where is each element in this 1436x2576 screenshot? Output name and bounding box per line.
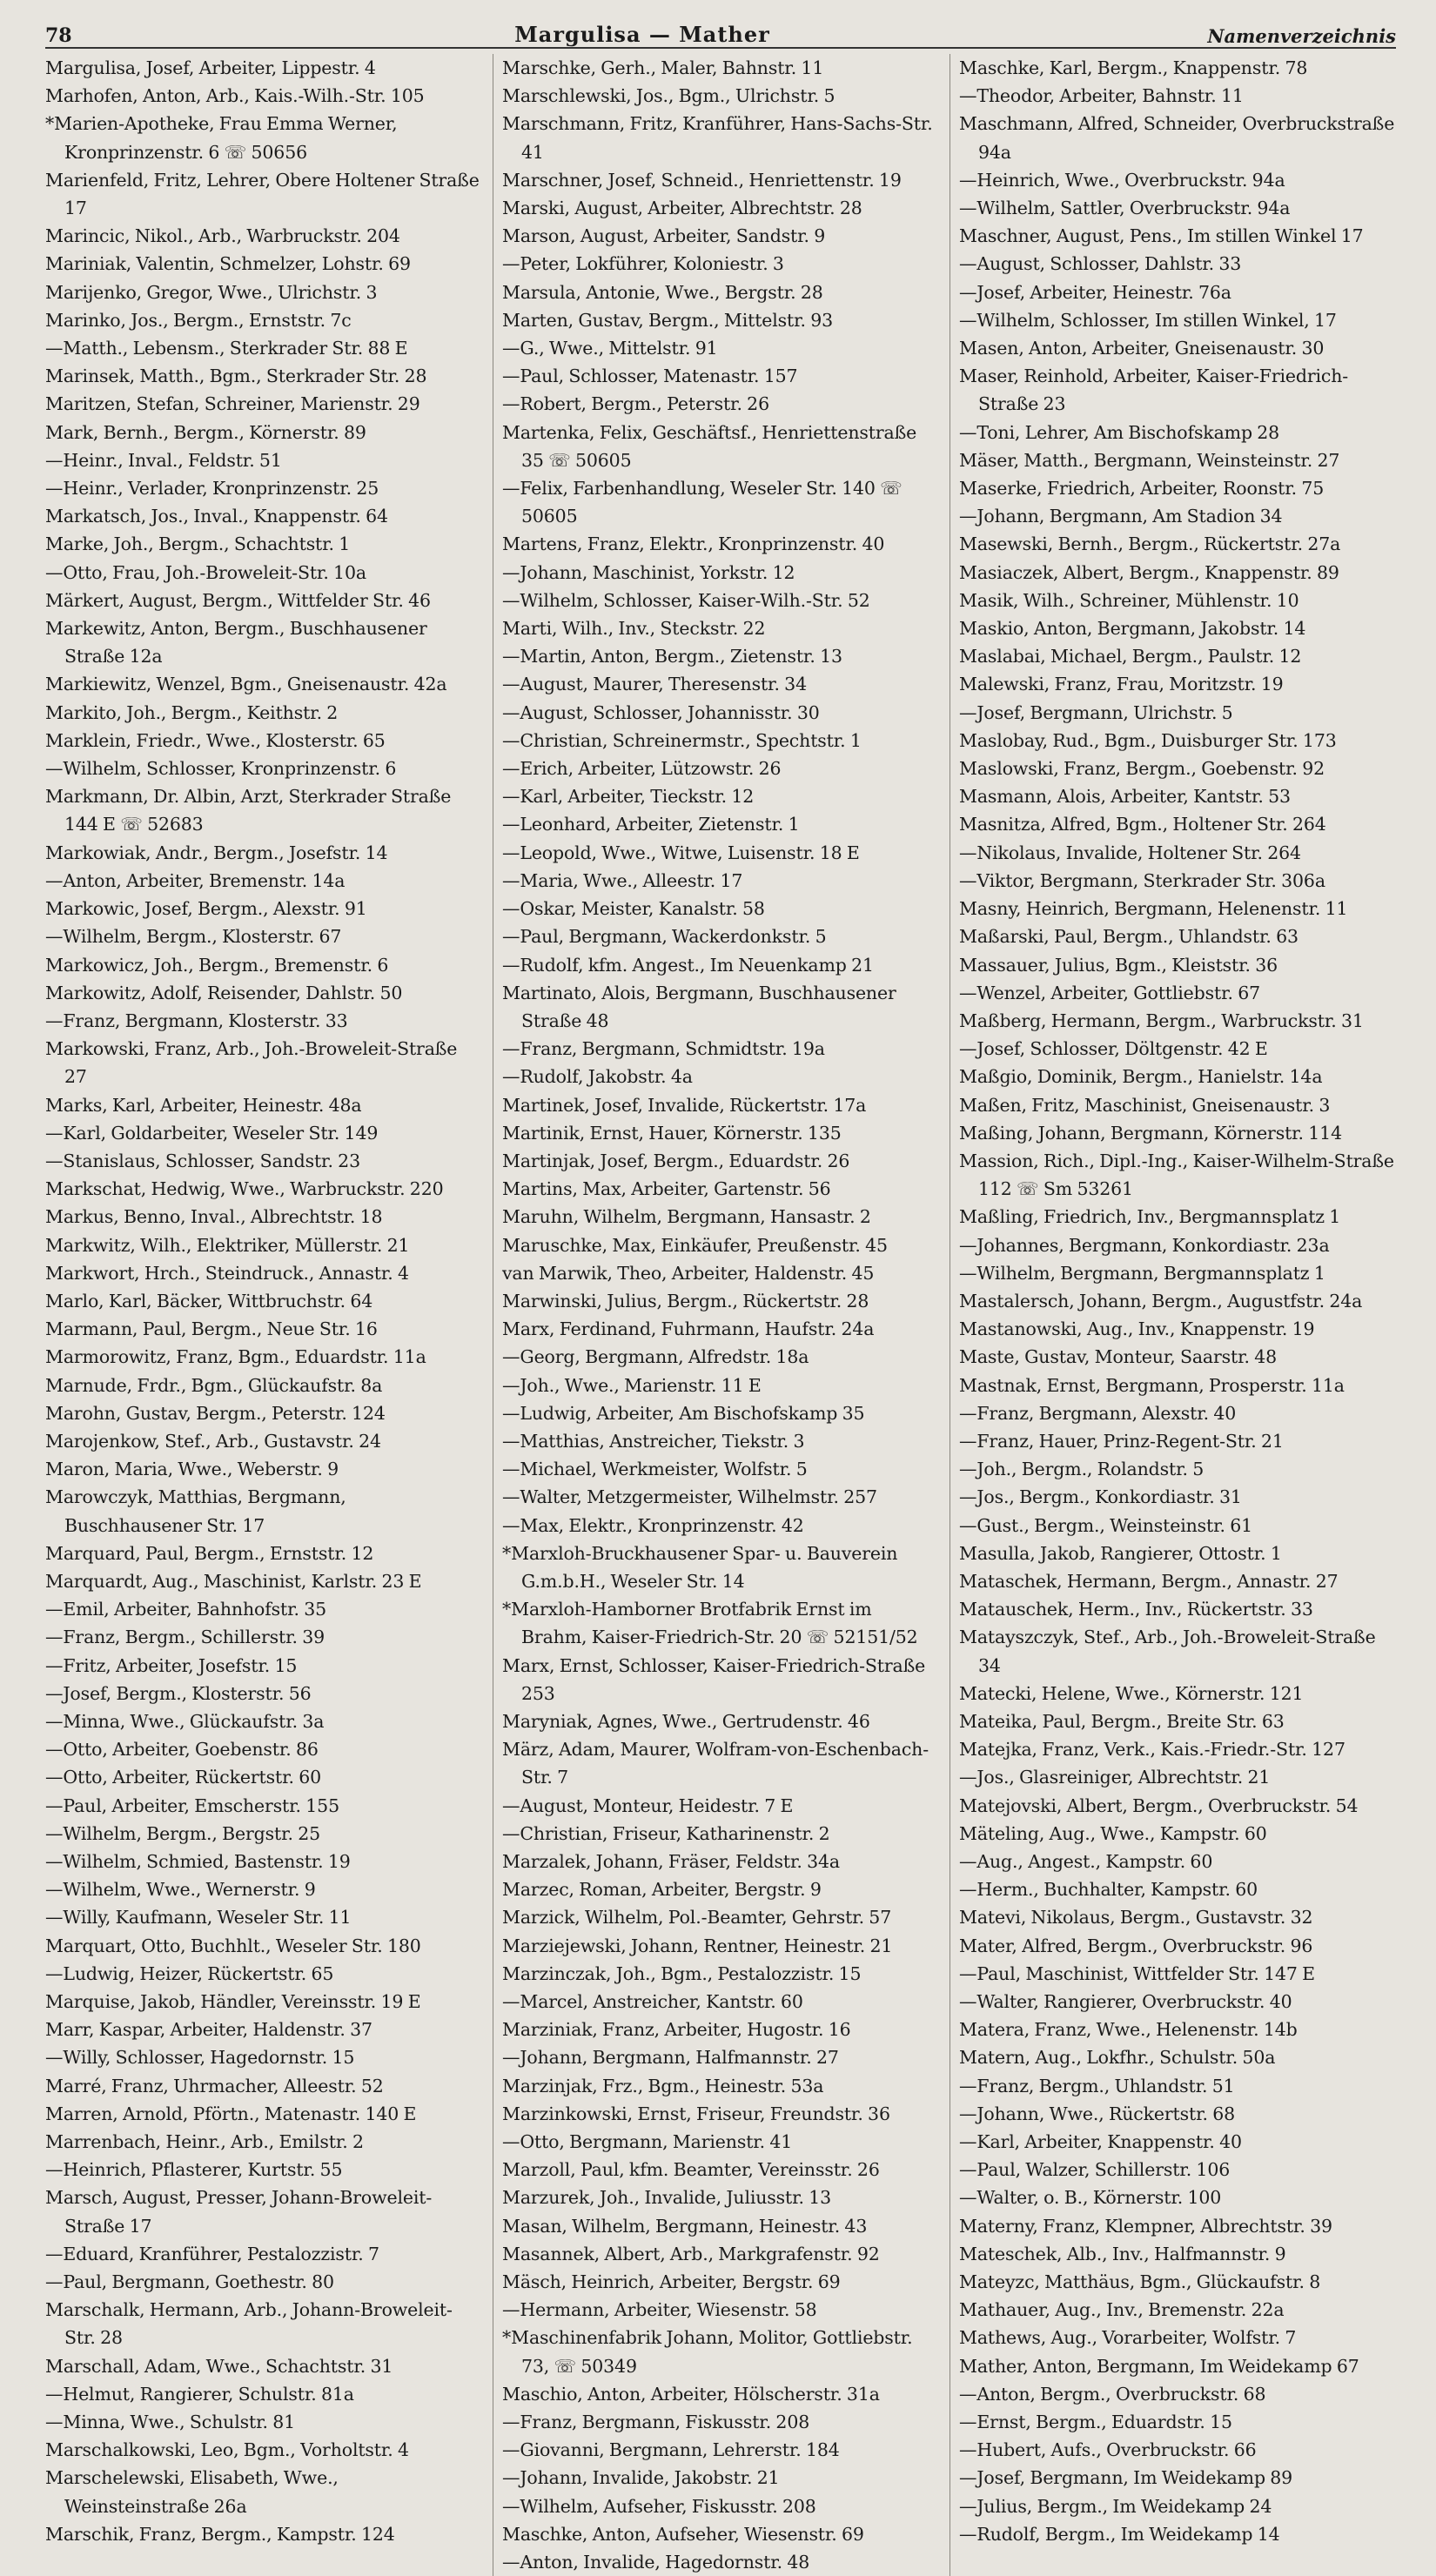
directory-entry: Markiewitz, Wenzel, Bgm., Gneisenaustr. 42a [45, 674, 447, 695]
directory-entry: —Herm., Buchhalter, Kampstr. 60 [959, 1879, 1258, 1901]
directory-entry: Maslabai, Michael, Bergm., Paulstr. 12 [959, 646, 1302, 667]
directory-entry: Mastalersch, Johann, Bergm., Augustfstr. 24a [959, 1290, 1363, 1311]
directory-entry: —Helmut, Rangierer, Schulstr. 81a [45, 2383, 354, 2405]
directory-entry: Marschall, Adam, Wwe., Schachtstr. 31 [45, 2355, 393, 2377]
directory-entry: Marohn, Gustav, Bergm., Peterstr. 124 [45, 1402, 386, 1424]
directory-entry: —Christian, Schreinermstr., Spechtstr. 1 [502, 729, 862, 751]
directory-entry: Matera, Franz, Wwe., Helenenstr. 14b [959, 2019, 1298, 2041]
directory-entry: Maschke, Anton, Aufseher, Wiesenstr. 69 [502, 2523, 864, 2545]
directory-entry: Mastnak, Ernst, Bergmann, Prosperstr. 11a [959, 1374, 1345, 1396]
directory-entry: —Wilhelm, Sattler, Overbruckstr. 94a [959, 198, 1291, 219]
directory-entry: März, Adam, Maurer, Wolfram-von-Eschenbach-Str. 7 [502, 1739, 929, 1788]
directory-entry: Maßberg, Hermann, Bergm., Warbruckstr. 31 [959, 1010, 1364, 1031]
directory-entry: Marten, Gustav, Bergm., Mittelstr. 93 [502, 309, 834, 331]
directory-entry: Markewitz, Anton, Bergm., Buschhausener Straße 12a [45, 618, 427, 667]
directory-entry: —Heinr., Verlader, Kronprinzenstr. 25 [45, 478, 379, 500]
directory-entry: Massion, Rich., Dipl.-Ing., Kaiser-Wilhelm-Straße 112 ☏ Sm 53261 [959, 1150, 1394, 1200]
directory-entry: Märkert, August, Bergm., Wittfelder Str. 46 [45, 589, 431, 611]
directory-entry: Marré, Franz, Uhrmacher, Alleestr. 52 [45, 2075, 384, 2096]
directory-entry: —Walter, Rangierer, Overbruckstr. 40 [959, 1991, 1292, 2013]
directory-entry: Margulisa, Josef, Arbeiter, Lippestr. 4 [45, 57, 376, 78]
directory-entry: Marquise, Jakob, Händler, Vereinsstr. 19 E [45, 1991, 421, 2013]
directory-entry: —August, Monteur, Heidestr. 7 E [502, 1794, 794, 1816]
directory-entry: Masulla, Jakob, Rangierer, Ottostr. 1 [959, 1542, 1282, 1564]
directory-entry: —Ernst, Bergm., Eduardstr. 15 [959, 2412, 1232, 2433]
directory-entry: Maste, Gustav, Monteur, Saarstr. 48 [959, 1346, 1278, 1368]
directory-entry: Marzinczak, Joh., Bgm., Pestalozzistr. 15 [502, 1962, 862, 1984]
directory-entry: —Stanislaus, Schlosser, Sandstr. 23 [45, 1150, 360, 1171]
directory-entry: —Max, Elektr., Kronprinzenstr. 42 [502, 1514, 804, 1536]
directory-entry: *Maschinenfabrik Johann, Molitor, Gottliebstr. 73, ☏ 50349 [502, 2327, 913, 2377]
directory-entry: —Johann, Bergmann, Halfmannstr. 27 [502, 2047, 839, 2069]
directory-entry: Mariniak, Valentin, Schmelzer, Lohstr. 69 [45, 253, 411, 275]
directory-entry: Marschner, Josef, Schneid., Henriettenstr. 19 [502, 169, 902, 191]
directory-entry: —Franz, Bergmann, Fiskusstr. 208 [502, 2412, 810, 2433]
directory-entry: Martinek, Josef, Invalide, Rückertstr. 17a [502, 1094, 867, 1116]
directory-entry: —Ludwig, Heizer, Rückertstr. 65 [45, 1962, 334, 1984]
directory-entry: Markwort, Hrch., Steindruck., Annastr. 4 [45, 1262, 409, 1284]
directory-entry: —Anton, Arbeiter, Bremenstr. 14a [45, 869, 346, 891]
directory-entry: Markowic, Josef, Bergm., Alexstr. 91 [45, 898, 367, 920]
directory-entry: —Peter, Lokführer, Koloniestr. 3 [502, 253, 784, 275]
directory-entry: Mark, Bernh., Bergm., Körnerstr. 89 [45, 421, 366, 443]
directory-entry: —Johann, Maschinist, Yorkstr. 12 [502, 561, 795, 583]
directory-entry: —Karl, Arbeiter, Tieckstr. 12 [502, 786, 755, 808]
directory-entry: Masny, Heinrich, Bergmann, Helenenstr. 11 [959, 898, 1348, 920]
directory-entry: Marlo, Karl, Bäcker, Wittbruchstr. 64 [45, 1290, 373, 1311]
directory-entry: Mäteling, Aug., Wwe., Kampstr. 60 [959, 1822, 1267, 1844]
directory-entry: Marti, Wilh., Inv., Steckstr. 22 [502, 618, 766, 640]
directory-entry: —Franz, Bergmann, Schmidtstr. 19a [502, 1038, 825, 1060]
directory-entry: —August, Schlosser, Dahlstr. 33 [959, 253, 1242, 275]
directory-entry: Maßarski, Paul, Bergm., Uhlandstr. 63 [959, 926, 1298, 948]
directory-entry: Maschke, Karl, Bergm., Knappenstr. 78 [959, 57, 1308, 78]
directory-entry: *Marxloh-Hamborner Brotfabrik Ernst im Brahm, Kaiser-Friedrich-Str. 20 ☏ 52151/52 [502, 1599, 918, 1648]
directory-entry: —Robert, Bergm., Peterstr. 26 [502, 393, 769, 415]
directory-entry: —Paul, Schlosser, Matenastr. 157 [502, 366, 798, 387]
directory-entry: —Nikolaus, Invalide, Holtener Str. 264 [959, 842, 1301, 863]
directory-entry: Marienfeld, Fritz, Lehrer, Obere Holtener Straße 17 [45, 169, 480, 219]
directory-entry: Markschat, Hedwig, Wwe., Warbruckstr. 220 [45, 1178, 444, 1200]
directory-entry: Marsch, August, Presser, Johann-Broweleit-Straße 17 [45, 2187, 433, 2237]
directory-entry: —Paul, Bergmann, Goethestr. 80 [45, 2271, 334, 2293]
directory-entry: —G., Wwe., Mittelstr. 91 [502, 338, 718, 359]
directory-entry: Matayszczyk, Stef., Arb., Joh.-Broweleit-Straße 34 [959, 1627, 1376, 1676]
directory-entry: Marojenkow, Stef., Arb., Gustavstr. 24 [45, 1430, 381, 1452]
directory-entry: Marziejewski, Johann, Rentner, Heinestr. 21 [502, 1935, 893, 1956]
directory-entry: —Maria, Wwe., Alleestr. 17 [502, 869, 743, 891]
directory-entry: Massauer, Julius, Bgm., Kleiststr. 36 [959, 954, 1278, 976]
directory-entry: Matauschek, Herm., Inv., Rückertstr. 33 [959, 1599, 1313, 1620]
directory-entry: Marschke, Gerh., Maler, Bahnstr. 11 [502, 57, 824, 78]
directory-entry: —Theodor, Arbeiter, Bahnstr. 11 [959, 85, 1244, 107]
directory-entry: —Willy, Schlosser, Hagedornstr. 15 [45, 2047, 355, 2069]
directory-entry: —Anton, Bergm., Overbruckstr. 68 [959, 2383, 1266, 2405]
directory-entry: Marinsek, Matth., Bgm., Sterkrader Str. 28 [45, 366, 427, 387]
directory-entry: —Christian, Friseur, Katharinenstr. 2 [502, 1822, 830, 1844]
directory-entry: Marx, Ernst, Schlosser, Kaiser-Friedrich-Straße 253 [502, 1654, 926, 1704]
directory-entry: —Wenzel, Arbeiter, Gottliebstr. 67 [959, 982, 1261, 1003]
directory-entry: —Wilhelm, Aufseher, Fiskusstr. 208 [502, 2495, 816, 2517]
directory-entry: Marquart, Otto, Buchhlt., Weseler Str. 180 [45, 1935, 421, 1956]
directory-entry: —Aug., Angest., Kampstr. 60 [959, 1851, 1213, 1872]
directory-entry: Mathews, Aug., Vorarbeiter, Wolfstr. 7 [959, 2327, 1297, 2349]
directory-entry: —Martin, Anton, Bergm., Zietenstr. 13 [502, 646, 842, 667]
directory-entry: Marmorowitz, Franz, Bgm., Eduardstr. 11a [45, 1346, 426, 1368]
directory-entry: Marschalk, Hermann, Arb., Johann-Broweleit-Str. 28 [45, 2299, 453, 2349]
section-title: Namenverzeichnis [1207, 25, 1396, 47]
directory-entry: Marzurek, Joh., Invalide, Juliusstr. 13 [502, 2187, 832, 2209]
directory-entry: Maßling, Friedrich, Inv., Bergmannsplatz 1 [959, 1206, 1341, 1228]
directory-entry: Maruhn, Wilhelm, Bergmann, Hansastr. 2 [502, 1206, 871, 1228]
directory-entry: Marschlewski, Jos., Bgm., Ulrichstr. 5 [502, 85, 835, 107]
directory-entry: —Franz, Bergm., Uhlandstr. 51 [959, 2075, 1235, 2096]
directory-entry: Maron, Maria, Wwe., Weberstr. 9 [45, 1459, 339, 1480]
directory-entry: Markus, Benno, Inval., Albrechtstr. 18 [45, 1206, 383, 1228]
directory-entry: —Jos., Glasreiniger, Albrechtstr. 21 [959, 1767, 1271, 1788]
directory-entry: —Minna, Wwe., Schulstr. 81 [45, 2412, 296, 2433]
name-range-title: Margulisa — Mather [514, 22, 770, 47]
directory-entry: —Wilhelm, Schlosser, Kaiser-Wilh.-Str. 52 [502, 589, 870, 611]
directory-entry: —Joh., Wwe., Marienstr. 11 E [502, 1374, 762, 1396]
directory-entry: Maruschke, Max, Einkäufer, Preußenstr. 45 [502, 1234, 888, 1256]
directory-entry: Maßgio, Dominik, Bergm., Hanielstr. 14a [959, 1066, 1323, 1088]
directory-entry: Marhofen, Anton, Arb., Kais.-Wilh.-Str. 105 [45, 85, 425, 107]
directory-entry: Marschik, Franz, Bergm., Kampstr. 124 [45, 2523, 395, 2545]
directory-entry: —Oskar, Meister, Kanalstr. 58 [502, 898, 765, 920]
directory-entry: Marzick, Wilhelm, Pol.-Beamter, Gehrstr. 57 [502, 1907, 892, 1929]
directory-entry: Matejka, Franz, Verk., Kais.-Friedr.-Str. 127 [959, 1739, 1345, 1761]
page-header [45, 16, 1396, 49]
directory-entry: —Josef, Schlosser, Döltgenstr. 42 E [959, 1038, 1268, 1060]
directory-entry: —Eduard, Kranführer, Pestalozzistr. 7 [45, 2243, 379, 2264]
directory-entry: Marr, Kaspar, Arbeiter, Haldenstr. 37 [45, 2019, 372, 2041]
column-right [950, 54, 1396, 2576]
directory-entry: Martinato, Alois, Bergmann, Buschhausener Straße 48 [502, 982, 896, 1031]
directory-entry: Matejovski, Albert, Bergm., Overbruckstr. 54 [959, 1794, 1359, 1816]
directory-entry: —Erich, Arbeiter, Lützowstr. 26 [502, 758, 782, 780]
directory-entry: —Paul, Walzer, Schillerstr. 106 [959, 2159, 1231, 2181]
directory-entry: Marschalkowski, Leo, Bgm., Vorholtstr. 4 [45, 2439, 409, 2461]
directory-entry: Marzinjak, Frz., Bgm., Heinestr. 53a [502, 2075, 824, 2096]
directory-entry: —Johann, Wwe., Rückertstr. 68 [959, 2103, 1236, 2124]
directory-entry: Maserke, Friedrich, Arbeiter, Roonstr. 75 [959, 478, 1325, 500]
column-middle [493, 54, 939, 2576]
directory-entry: Marke, Joh., Bergm., Schachtstr. 1 [45, 533, 351, 555]
directory-entry: —Karl, Arbeiter, Knappenstr. 40 [959, 2131, 1242, 2153]
directory-entry: —Felix, Farbenhandlung, Weseler Str. 140 ☏ 50605 [502, 478, 903, 527]
directory-entry: —Willy, Kaufmann, Weseler Str. 11 [45, 1907, 352, 1929]
directory-entry: —Wilhelm, Schmied, Bastenstr. 19 [45, 1851, 351, 1872]
directory-entry: *Marxloh-Bruckhausener Spar- u. Bauverein G.m.b.H., Weseler Str. 14 [502, 1542, 898, 1592]
directory-entry: —Paul, Bergmann, Wackerdonkstr. 5 [502, 926, 827, 948]
directory-entry: —Emil, Arbeiter, Bahnhofstr. 35 [45, 1599, 327, 1620]
directory-entry: Masik, Wilh., Schreiner, Mühlenstr. 10 [959, 589, 1299, 611]
directory-entry: —Otto, Frau, Joh.-Broweleit-Str. 10a [45, 561, 366, 583]
directory-entry: —Hubert, Aufs., Overbruckstr. 66 [959, 2439, 1257, 2461]
directory-entry: Materny, Franz, Klempner, Albrechtstr. 39 [959, 2215, 1332, 2237]
directory-entry: Maschmann, Alfred, Schneider, Overbruckstraße 94a [959, 113, 1395, 163]
directory-entry: —Johannes, Bergmann, Konkordiastr. 23a [959, 1234, 1330, 1256]
directory-entry: Matevi, Nikolaus, Bergm., Gustavstr. 32 [959, 1907, 1313, 1929]
directory-entry: —Franz, Bergm., Schillerstr. 39 [45, 1627, 325, 1648]
directory-entry: Matern, Aug., Lokfhr., Schulstr. 50a [959, 2047, 1276, 2069]
directory-entry: —Minna, Wwe., Glückaufstr. 3a [45, 1710, 325, 1732]
directory-entry: Mastanowski, Aug., Inv., Knappenstr. 19 [959, 1318, 1315, 1340]
directory-entry: Malewski, Franz, Frau, Moritzstr. 19 [959, 674, 1284, 695]
directory-entry: Markito, Joh., Bergm., Keithstr. 2 [45, 701, 339, 723]
column-left [45, 54, 482, 2576]
directory-entry: Marklein, Friedr., Wwe., Klosterstr. 65 [45, 729, 386, 751]
directory-entry: —Paul, Maschinist, Wittfelder Str. 147 E [959, 1962, 1315, 1984]
directory-entry: Marsula, Antonie, Wwe., Bergstr. 28 [502, 281, 823, 303]
directory-entry: Masewski, Bernh., Bergm., Rückertstr. 27a [959, 533, 1341, 555]
directory-entry: —Leonhard, Arbeiter, Zietenstr. 1 [502, 814, 800, 835]
directory-entry: Mäser, Matth., Bergmann, Weinsteinstr. 27 [959, 449, 1340, 471]
directory-entry: —Jos., Bergm., Konkordiastr. 31 [959, 1486, 1242, 1508]
directory-entry: —Julius, Bergm., Im Weidekamp 24 [959, 2495, 1272, 2517]
directory-entry: Maßen, Fritz, Maschinist, Gneisenaustr. 3 [959, 1094, 1331, 1116]
directory-entry: —Gust., Bergm., Weinsteinstr. 61 [959, 1514, 1253, 1536]
directory-entry: Marnude, Frdr., Bgm., Glückaufstr. 8a [45, 1374, 383, 1396]
directory-entry: Mather, Anton, Bergmann, Im Weidekamp 67 [959, 2355, 1359, 2377]
directory-entry: *Marien-Apotheke, Frau Emma Werner, Kronprinzenstr. 6 ☏ 50656 [45, 113, 398, 163]
directory-entry: —Michael, Werkmeister, Wolfstr. 5 [502, 1459, 808, 1480]
directory-entry: Marowczyk, Matthias, Bergmann, Buschhausener Str. 17 [45, 1486, 346, 1536]
directory-entry: —Otto, Bergmann, Marienstr. 41 [502, 2131, 793, 2153]
directory-entry: Marrenbach, Heinr., Arb., Emilstr. 2 [45, 2131, 364, 2153]
directory-entry: Marzinkowski, Ernst, Friseur, Freundstr. 36 [502, 2103, 890, 2124]
directory-entry: —August, Maurer, Theresenstr. 34 [502, 674, 807, 695]
directory-entry: Markatsch, Jos., Inval., Knappenstr. 64 [45, 506, 388, 527]
directory-entry: —Wilhelm, Schlosser, Kronprinzenstr. 6 [45, 758, 397, 780]
directory-entry: —Josef, Bergmann, Im Weidekamp 89 [959, 2467, 1293, 2489]
directory-entry: Martens, Franz, Elektr., Kronprinzenstr. 40 [502, 533, 885, 555]
directory-entry: —Fritz, Arbeiter, Josefstr. 15 [45, 1654, 298, 1676]
directory-entry: Matecki, Helene, Wwe., Körnerstr. 121 [959, 1682, 1304, 1704]
directory-entry: —Viktor, Bergmann, Sterkrader Str. 306a [959, 869, 1325, 891]
directory-entry: Marijenko, Gregor, Wwe., Ulrichstr. 3 [45, 281, 378, 303]
directory-entry: Masiaczek, Albert, Bergm., Knappenstr. 89 [959, 561, 1339, 583]
directory-entry: —Wilhelm, Schlosser, Im stillen Winkel, 17 [959, 309, 1337, 331]
directory-entry: Marquardt, Aug., Maschinist, Karlstr. 23 E [45, 1570, 422, 1592]
directory-entry: —Heinr., Inval., Feldstr. 51 [45, 449, 282, 471]
directory-entry: —Wilhelm, Bergm., Klosterstr. 67 [45, 926, 342, 948]
page-number: 78 [45, 24, 72, 47]
directory-entry: Markwitz, Wilh., Elektriker, Müllerstr. 21 [45, 1234, 410, 1256]
directory-entry: Martins, Max, Arbeiter, Gartenstr. 56 [502, 1178, 831, 1200]
directory-entry: —Franz, Hauer, Prinz-Regent-Str. 21 [959, 1430, 1284, 1452]
directory-entry: Markowicz, Joh., Bergm., Bremenstr. 6 [45, 954, 389, 976]
directory-entry: Markowiak, Andr., Bergm., Josefstr. 14 [45, 842, 388, 863]
directory-entry: Marski, August, Arbeiter, Albrechtstr. 28 [502, 198, 862, 219]
directory-entry: Martenka, Felix, Geschäftsf., Henriettenstraße 35 ☏ 50605 [502, 421, 917, 471]
directory-entry: —Georg, Bergmann, Alfredstr. 18a [502, 1346, 809, 1368]
directory-entry: —Otto, Arbeiter, Rückertstr. 60 [45, 1767, 322, 1788]
directory-entry: —Heinrich, Wwe., Overbruckstr. 94a [959, 169, 1285, 191]
directory-entry: —Rudolf, Bergm., Im Weidekamp 14 [959, 2523, 1280, 2545]
directory-entry: Masmann, Alois, Arbeiter, Kantstr. 53 [959, 786, 1291, 808]
directory-entry: van Marwik, Theo, Arbeiter, Haldenstr. 45 [502, 1262, 875, 1284]
directory-entry: —Johann, Invalide, Jakobstr. 21 [502, 2467, 780, 2489]
directory-entry: —Giovanni, Bergmann, Lehrerstr. 184 [502, 2439, 840, 2461]
directory-entry: Marzoll, Paul, kfm. Beamter, Vereinsstr. 26 [502, 2159, 880, 2181]
directory-entry: —Matth., Lebensm., Sterkrader Str. 88 E [45, 338, 408, 359]
directory-entry: Marks, Karl, Arbeiter, Heinestr. 48a [45, 1094, 362, 1116]
directory-entry: —Josef, Bergmann, Ulrichstr. 5 [959, 701, 1233, 723]
directory-entry: —Johann, Bergmann, Am Stadion 34 [959, 506, 1283, 527]
directory-entry: —Walter, o. B., Körnerstr. 100 [959, 2187, 1222, 2209]
directory-entry: —Wilhelm, Bergm., Bergstr. 25 [45, 1822, 320, 1844]
directory-entry: Marwinski, Julius, Bergm., Rückertstr. 28 [502, 1290, 869, 1311]
directory-entry: Maßing, Johann, Bergmann, Körnerstr. 114 [959, 1122, 1342, 1144]
directory-entry: Markowitz, Adolf, Reisender, Dahlstr. 50 [45, 982, 403, 1003]
directory-entry: —Ludwig, Arbeiter, Am Bischofskamp 35 [502, 1402, 865, 1424]
directory-entry: —Anton, Invalide, Hagedornstr. 48 [502, 2552, 810, 2573]
directory-entry: —Walter, Metzgermeister, Wilhelmstr. 257 [502, 1486, 877, 1508]
directory-entry: —Franz, Bergmann, Alexstr. 40 [959, 1402, 1237, 1424]
directory-entry: Masnitza, Alfred, Bgm., Holtener Str. 264 [959, 814, 1326, 835]
directory-entry: —Heinrich, Pflasterer, Kurtstr. 55 [45, 2159, 343, 2181]
directory-entry: Mathauer, Aug., Inv., Bremenstr. 22a [959, 2299, 1285, 2321]
entry-columns [45, 54, 1396, 2576]
directory-entry: —Wilhelm, Wwe., Wernerstr. 9 [45, 1879, 316, 1901]
directory-entry: Markowski, Franz, Arb., Joh.-Broweleit-Straße 27 [45, 1038, 458, 1088]
directory-entry: Maschner, August, Pens., Im stillen Winkel 17 [959, 225, 1364, 247]
directory-entry: Maslowski, Franz, Bergm., Goebenstr. 92 [959, 758, 1325, 780]
directory-entry: Masannek, Albert, Arb., Markgrafenstr. 92 [502, 2243, 880, 2264]
directory-entry: —Otto, Arbeiter, Goebenstr. 86 [45, 1739, 319, 1761]
directory-entry: —Joh., Bergm., Rolandstr. 5 [959, 1459, 1204, 1480]
directory-entry: Maryniak, Agnes, Wwe., Gertrudenstr. 46 [502, 1710, 870, 1732]
directory-entry: Maslobay, Rud., Bgm., Duisburger Str. 173 [959, 729, 1337, 751]
directory-entry: Mäsch, Heinrich, Arbeiter, Bergstr. 69 [502, 2271, 841, 2293]
directory-entry: Marschmann, Fritz, Kranführer, Hans-Sachs-Str. 41 [502, 113, 933, 163]
directory-entry: Marincic, Nikol., Arb., Warbruckstr. 204 [45, 225, 400, 247]
directory-entry: Mateschek, Alb., Inv., Halfmannstr. 9 [959, 2243, 1286, 2264]
directory-entry: Maritzen, Stefan, Schreiner, Marienstr. 29 [45, 393, 420, 415]
directory-entry: Mateika, Paul, Bergm., Breite Str. 63 [959, 1710, 1285, 1732]
directory-entry: Mater, Alfred, Bergm., Overbruckstr. 96 [959, 1935, 1313, 1956]
directory-entry: Martinjak, Josef, Bergm., Eduardstr. 26 [502, 1150, 850, 1171]
directory-entry: —Toni, Lehrer, Am Bischofskamp 28 [959, 421, 1280, 443]
directory-entry: Marx, Ferdinand, Fuhrmann, Haufstr. 24a [502, 1318, 875, 1340]
directory-entry: Masen, Anton, Arbeiter, Gneisenaustr. 30 [959, 338, 1325, 359]
directory-entry: Mateyzc, Matthäus, Bgm., Glückaufstr. 8 [959, 2271, 1321, 2293]
directory-entry: —Hermann, Arbeiter, Wiesenstr. 58 [502, 2299, 817, 2321]
directory-entry: —Karl, Goldarbeiter, Weseler Str. 149 [45, 1122, 379, 1144]
directory-entry: —Franz, Bergmann, Klosterstr. 33 [45, 1010, 348, 1031]
directory-entry: Maser, Reinhold, Arbeiter, Kaiser-Friedrich-Straße 23 [959, 366, 1349, 415]
directory-entry: —Josef, Arbeiter, Heinestr. 76a [959, 281, 1231, 303]
directory-entry: Marmann, Paul, Bergm., Neue Str. 16 [45, 1318, 378, 1340]
directory-entry: Marzec, Roman, Arbeiter, Bergstr. 9 [502, 1879, 822, 1901]
directory-entry: Mataschek, Hermann, Bergm., Annastr. 27 [959, 1570, 1339, 1592]
directory-entry: Marren, Arnold, Pförtn., Matenastr. 140 E [45, 2103, 417, 2124]
directory-entry: Markmann, Dr. Albin, Arzt, Sterkrader Straße 144 E ☏ 52683 [45, 786, 452, 835]
directory-entry: Marson, August, Arbeiter, Sandstr. 9 [502, 225, 826, 247]
directory-entry: —Rudolf, kfm. Angest., Im Neuenkamp 21 [502, 954, 874, 976]
directory-entry: —Wilhelm, Bergmann, Bergmannsplatz 1 [959, 1262, 1325, 1284]
directory-entry: Marschelewski, Elisabeth, Wwe., Weinsteinstraße 26a [45, 2467, 339, 2517]
directory-entry: Martinik, Ernst, Hauer, Körnerstr. 135 [502, 1122, 842, 1144]
directory-entry: —August, Schlosser, Johannisstr. 30 [502, 701, 820, 723]
directory-entry: —Rudolf, Jakobstr. 4a [502, 1066, 693, 1088]
directory-entry: Marzalek, Johann, Fräser, Feldstr. 34a [502, 1851, 840, 1872]
directory-entry: Marziniak, Franz, Arbeiter, Hugostr. 16 [502, 2019, 851, 2041]
directory-entry: Maskio, Anton, Bergmann, Jakobstr. 14 [959, 618, 1306, 640]
directory-entry: —Paul, Arbeiter, Emscherstr. 155 [45, 1794, 339, 1816]
directory-entry: Marquard, Paul, Bergm., Ernststr. 12 [45, 1542, 374, 1564]
directory-entry: —Marcel, Anstreicher, Kantstr. 60 [502, 1991, 803, 2013]
directory-entry: —Matthias, Anstreicher, Tiekstr. 3 [502, 1430, 805, 1452]
directory-entry: Marinko, Jos., Bergm., Ernststr. 7c [45, 309, 352, 331]
directory-entry: —Leopold, Wwe., Witwe, Luisenstr. 18 E [502, 842, 860, 863]
directory-entry: Masan, Wilhelm, Bergmann, Heinestr. 43 [502, 2215, 868, 2237]
directory-entry: Maschio, Anton, Arbeiter, Hölscherstr. 31a [502, 2383, 880, 2405]
directory-entry: —Josef, Bergm., Klosterstr. 56 [45, 1682, 312, 1704]
